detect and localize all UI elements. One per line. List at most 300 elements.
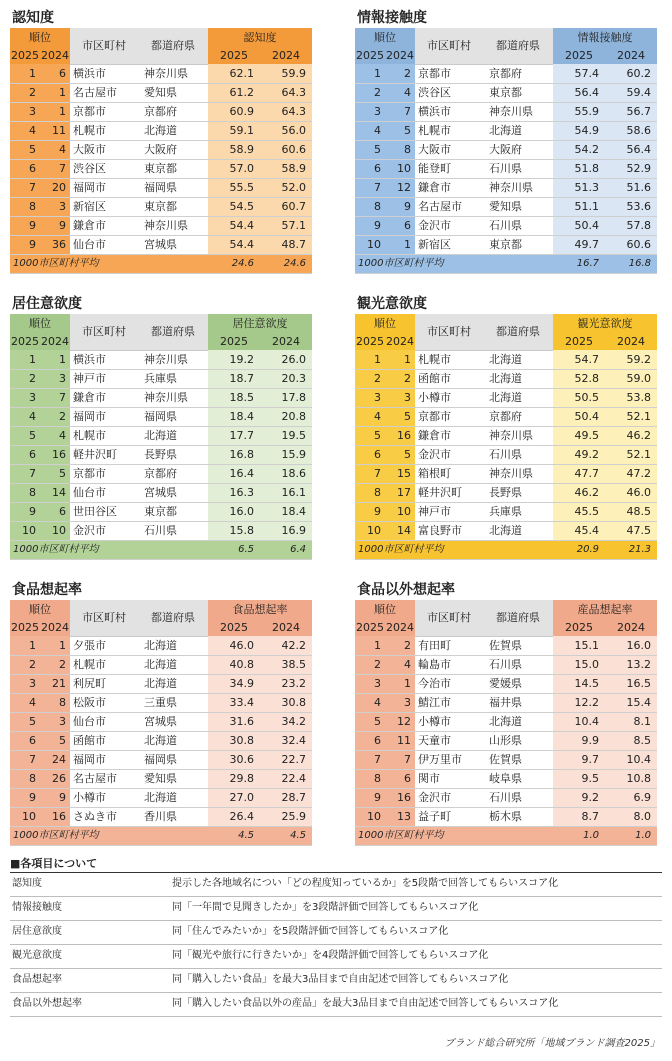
rank-2024: 1 bbox=[40, 636, 70, 655]
ranking-table bbox=[10, 28, 312, 274]
table-row bbox=[355, 102, 657, 121]
header-city: 市区町村 bbox=[415, 314, 483, 350]
city-name: 小樽市 bbox=[415, 388, 483, 407]
rank-2025: 8 bbox=[355, 769, 385, 788]
city-name: 京都市 bbox=[70, 464, 138, 483]
average-value-2025: 24.6 bbox=[208, 254, 260, 273]
table-row bbox=[10, 407, 312, 426]
average-value-2025: 1.0 bbox=[553, 826, 605, 845]
value-2024: 20.8 bbox=[260, 407, 312, 426]
prefecture: 東京都 bbox=[483, 83, 553, 102]
rank-2024: 1 bbox=[385, 235, 415, 254]
rank-2025: 2 bbox=[355, 83, 385, 102]
average-row bbox=[10, 254, 312, 273]
value-2025: 49.2 bbox=[553, 445, 605, 464]
average-value-2025: 6.5 bbox=[208, 540, 260, 559]
header-value-2025: 2025 bbox=[208, 332, 260, 350]
value-2025: 47.7 bbox=[553, 464, 605, 483]
rank-2025: 10 bbox=[355, 807, 385, 826]
table-row bbox=[10, 521, 312, 540]
value-2024: 48.7 bbox=[260, 235, 312, 254]
city-name: 富良野市 bbox=[415, 521, 483, 540]
prefecture: 東京都 bbox=[138, 197, 208, 216]
note-item-name: 食品以外想起率 bbox=[12, 998, 82, 1009]
average-value-2025: 20.9 bbox=[553, 540, 605, 559]
header-rank-2024: 2024 bbox=[40, 332, 70, 350]
header-rank: 順位 bbox=[10, 314, 70, 332]
table-row bbox=[10, 502, 312, 521]
value-2025: 56.4 bbox=[553, 83, 605, 102]
rank-2025: 3 bbox=[355, 102, 385, 121]
rank-2024: 4 bbox=[40, 426, 70, 445]
table-row bbox=[10, 636, 312, 655]
prefecture: 愛知県 bbox=[138, 769, 208, 788]
header-value-2024: 2024 bbox=[260, 618, 312, 636]
rank-2024: 9 bbox=[40, 788, 70, 807]
rank-2024: 7 bbox=[385, 102, 415, 121]
value-2024: 8.5 bbox=[605, 731, 657, 750]
header-city: 市区町村 bbox=[415, 600, 483, 636]
rank-2024: 15 bbox=[385, 464, 415, 483]
table-row bbox=[10, 426, 312, 445]
value-2024: 13.2 bbox=[605, 655, 657, 674]
city-name: 名古屋市 bbox=[70, 769, 138, 788]
header-row bbox=[355, 28, 657, 46]
rank-2024: 16 bbox=[385, 788, 415, 807]
value-2025: 30.8 bbox=[208, 731, 260, 750]
value-2025: 16.0 bbox=[208, 502, 260, 521]
city-name: 益子町 bbox=[415, 807, 483, 826]
table-row bbox=[10, 445, 312, 464]
value-2024: 57.8 bbox=[605, 216, 657, 235]
value-2025: 54.9 bbox=[553, 121, 605, 140]
prefecture: 北海道 bbox=[138, 121, 208, 140]
table-row bbox=[10, 159, 312, 178]
average-label: 1000市区町村平均 bbox=[10, 826, 208, 845]
block-title: 情報接触度 bbox=[357, 10, 427, 26]
rank-2025: 4 bbox=[355, 121, 385, 140]
block-title: 食品以外想起率 bbox=[357, 582, 455, 598]
city-name: 渋谷区 bbox=[415, 83, 483, 102]
prefecture: 岐阜県 bbox=[483, 769, 553, 788]
value-2024: 34.2 bbox=[260, 712, 312, 731]
ranking-block-kanko bbox=[355, 294, 657, 560]
prefecture: 神奈川県 bbox=[138, 350, 208, 369]
rank-2024: 2 bbox=[385, 369, 415, 388]
table-row bbox=[10, 483, 312, 502]
prefecture: 北海道 bbox=[138, 731, 208, 750]
prefecture: 大阪府 bbox=[138, 140, 208, 159]
city-name: 松阪市 bbox=[70, 693, 138, 712]
prefecture: 長野県 bbox=[483, 483, 553, 502]
value-2025: 17.7 bbox=[208, 426, 260, 445]
source-credit: ブランド総合研究所「地域ブランド調査2025」 bbox=[444, 1038, 660, 1049]
city-name: 鎌倉市 bbox=[415, 178, 483, 197]
prefecture: 神奈川県 bbox=[483, 178, 553, 197]
city-name: 福岡市 bbox=[70, 750, 138, 769]
value-2025: 50.5 bbox=[553, 388, 605, 407]
table-row bbox=[355, 502, 657, 521]
prefecture: 栃木県 bbox=[483, 807, 553, 826]
city-name: 鯖江市 bbox=[415, 693, 483, 712]
rank-2025: 2 bbox=[355, 655, 385, 674]
value-2025: 52.8 bbox=[553, 369, 605, 388]
ranking-table bbox=[355, 314, 657, 560]
value-2024: 18.4 bbox=[260, 502, 312, 521]
city-name: 横浜市 bbox=[415, 102, 483, 121]
table-row bbox=[355, 83, 657, 102]
table-row bbox=[10, 64, 312, 83]
table-row bbox=[10, 216, 312, 235]
rank-2025: 1 bbox=[10, 636, 40, 655]
rank-2024: 3 bbox=[40, 712, 70, 731]
rank-2024: 1 bbox=[40, 350, 70, 369]
value-2025: 61.2 bbox=[208, 83, 260, 102]
value-2025: 18.5 bbox=[208, 388, 260, 407]
rank-2025: 3 bbox=[355, 674, 385, 693]
value-2024: 57.1 bbox=[260, 216, 312, 235]
city-name: 渋谷区 bbox=[70, 159, 138, 178]
table-row bbox=[10, 769, 312, 788]
prefecture: 福岡県 bbox=[138, 178, 208, 197]
rank-2024: 6 bbox=[385, 769, 415, 788]
header-city: 市区町村 bbox=[70, 600, 138, 636]
table-row bbox=[355, 807, 657, 826]
value-2024: 16.5 bbox=[605, 674, 657, 693]
block-title: 居住意欲度 bbox=[12, 296, 82, 312]
header-rank-2024: 2024 bbox=[40, 618, 70, 636]
city-name: 小樽市 bbox=[70, 788, 138, 807]
header-rank-2025: 2025 bbox=[10, 332, 40, 350]
rank-2024: 8 bbox=[40, 693, 70, 712]
prefecture: 大阪府 bbox=[483, 140, 553, 159]
rank-2025: 6 bbox=[10, 159, 40, 178]
rank-2025: 10 bbox=[355, 235, 385, 254]
rank-2024: 10 bbox=[40, 521, 70, 540]
rank-2024: 11 bbox=[385, 731, 415, 750]
header-metric: 食品想起率 bbox=[208, 600, 312, 618]
value-2025: 10.4 bbox=[553, 712, 605, 731]
value-2025: 9.5 bbox=[553, 769, 605, 788]
table-row bbox=[10, 178, 312, 197]
value-2025: 46.0 bbox=[208, 636, 260, 655]
header-pref: 都道府県 bbox=[138, 314, 208, 350]
table-row bbox=[355, 674, 657, 693]
header-row bbox=[355, 314, 657, 332]
note-item-name: 認知度 bbox=[12, 878, 42, 889]
note-row bbox=[10, 872, 662, 897]
header-value-2025: 2025 bbox=[553, 332, 605, 350]
city-name: 京都市 bbox=[415, 407, 483, 426]
rank-2025: 2 bbox=[355, 369, 385, 388]
rank-2025: 1 bbox=[355, 636, 385, 655]
note-item-description: 提示した各地域名につい「どの程度知っているか」を5段階で回答してもらいスコア化 bbox=[172, 878, 559, 889]
table-row bbox=[355, 121, 657, 140]
table-row bbox=[355, 178, 657, 197]
city-name: 伊万里市 bbox=[415, 750, 483, 769]
table-row bbox=[10, 750, 312, 769]
header-row bbox=[10, 600, 312, 618]
table-row bbox=[355, 483, 657, 502]
table-row bbox=[10, 674, 312, 693]
prefecture: 兵庫県 bbox=[483, 502, 553, 521]
rank-2024: 7 bbox=[40, 388, 70, 407]
header-row bbox=[10, 314, 312, 332]
value-2025: 58.9 bbox=[208, 140, 260, 159]
city-name: 天童市 bbox=[415, 731, 483, 750]
rank-2025: 9 bbox=[10, 235, 40, 254]
city-name: 金沢市 bbox=[415, 445, 483, 464]
value-2024: 32.4 bbox=[260, 731, 312, 750]
rank-2025: 5 bbox=[10, 712, 40, 731]
table-row bbox=[355, 64, 657, 83]
prefecture: 北海道 bbox=[483, 369, 553, 388]
prefecture: 香川県 bbox=[138, 807, 208, 826]
table-row bbox=[355, 369, 657, 388]
value-2025: 31.6 bbox=[208, 712, 260, 731]
value-2025: 9.7 bbox=[553, 750, 605, 769]
rank-2024: 8 bbox=[385, 140, 415, 159]
rank-2025: 9 bbox=[355, 502, 385, 521]
rank-2025: 8 bbox=[355, 483, 385, 502]
value-2025: 34.9 bbox=[208, 674, 260, 693]
value-2025: 50.4 bbox=[553, 407, 605, 426]
prefecture: 宮城県 bbox=[138, 712, 208, 731]
value-2025: 15.1 bbox=[553, 636, 605, 655]
rank-2025: 7 bbox=[355, 464, 385, 483]
rank-2025: 6 bbox=[10, 445, 40, 464]
value-2025: 9.9 bbox=[553, 731, 605, 750]
table-row bbox=[355, 235, 657, 254]
value-2025: 55.9 bbox=[553, 102, 605, 121]
value-2025: 54.4 bbox=[208, 216, 260, 235]
city-name: 新宿区 bbox=[70, 197, 138, 216]
value-2025: 45.5 bbox=[553, 502, 605, 521]
header-pref: 都道府県 bbox=[138, 600, 208, 636]
header-rank-2024: 2024 bbox=[385, 46, 415, 64]
city-name: 金沢市 bbox=[70, 521, 138, 540]
rank-2024: 5 bbox=[40, 731, 70, 750]
prefecture: 北海道 bbox=[138, 426, 208, 445]
city-name: 札幌市 bbox=[415, 350, 483, 369]
table-row bbox=[355, 140, 657, 159]
rank-2024: 16 bbox=[385, 426, 415, 445]
value-2024: 15.9 bbox=[260, 445, 312, 464]
rank-2025: 6 bbox=[355, 731, 385, 750]
table-row bbox=[355, 750, 657, 769]
value-2024: 38.5 bbox=[260, 655, 312, 674]
city-name: 鎌倉市 bbox=[70, 216, 138, 235]
rank-2024: 4 bbox=[385, 83, 415, 102]
prefecture: 北海道 bbox=[483, 388, 553, 407]
rank-2025: 10 bbox=[10, 521, 40, 540]
value-2024: 16.0 bbox=[605, 636, 657, 655]
average-value-2024: 4.5 bbox=[260, 826, 312, 845]
value-2025: 16.8 bbox=[208, 445, 260, 464]
value-2024: 60.7 bbox=[260, 197, 312, 216]
header-metric: 観光意欲度 bbox=[553, 314, 657, 332]
average-value-2024: 16.8 bbox=[605, 254, 657, 273]
rank-2025: 8 bbox=[10, 769, 40, 788]
value-2025: 49.7 bbox=[553, 235, 605, 254]
rank-2025: 9 bbox=[355, 788, 385, 807]
rank-2024: 36 bbox=[40, 235, 70, 254]
value-2024: 59.9 bbox=[260, 64, 312, 83]
city-name: 金沢市 bbox=[415, 216, 483, 235]
average-row bbox=[10, 826, 312, 845]
header-rank-2025: 2025 bbox=[10, 46, 40, 64]
average-row bbox=[355, 540, 657, 559]
value-2024: 64.3 bbox=[260, 83, 312, 102]
ranking-block-shokuhin bbox=[10, 580, 312, 846]
rank-2025: 2 bbox=[10, 369, 40, 388]
value-2024: 53.6 bbox=[605, 197, 657, 216]
header-pref: 都道府県 bbox=[138, 28, 208, 64]
prefecture: 山形県 bbox=[483, 731, 553, 750]
header-value-2024: 2024 bbox=[260, 46, 312, 64]
city-name: 名古屋市 bbox=[70, 83, 138, 102]
prefecture: 宮城県 bbox=[138, 235, 208, 254]
prefecture: 宮城県 bbox=[138, 483, 208, 502]
table-row bbox=[355, 426, 657, 445]
rank-2024: 9 bbox=[40, 216, 70, 235]
table-row bbox=[355, 388, 657, 407]
value-2024: 56.7 bbox=[605, 102, 657, 121]
header-value-2024: 2024 bbox=[605, 332, 657, 350]
city-name: 仙台市 bbox=[70, 483, 138, 502]
header-rank-2025: 2025 bbox=[10, 618, 40, 636]
table-row bbox=[355, 788, 657, 807]
rank-2025: 7 bbox=[10, 750, 40, 769]
rank-2025: 3 bbox=[10, 388, 40, 407]
header-metric: 産品想起率 bbox=[553, 600, 657, 618]
note-row bbox=[10, 921, 662, 945]
table-row bbox=[10, 369, 312, 388]
value-2025: 57.4 bbox=[553, 64, 605, 83]
value-2024: 20.3 bbox=[260, 369, 312, 388]
notes-list bbox=[10, 872, 662, 1017]
prefecture: 石川県 bbox=[483, 655, 553, 674]
note-item-description: 同「一年間で見聞きしたか」を3段階評価で回答してもらいスコア化 bbox=[172, 902, 479, 913]
rank-2024: 24 bbox=[40, 750, 70, 769]
city-name: 大阪市 bbox=[70, 140, 138, 159]
value-2025: 27.0 bbox=[208, 788, 260, 807]
rank-2025: 5 bbox=[355, 140, 385, 159]
table-row bbox=[10, 197, 312, 216]
header-city: 市区町村 bbox=[70, 28, 138, 64]
rank-2025: 4 bbox=[355, 407, 385, 426]
prefecture: 福岡県 bbox=[138, 750, 208, 769]
table-row bbox=[10, 731, 312, 750]
ranking-table bbox=[10, 314, 312, 560]
header-rank: 順位 bbox=[355, 314, 415, 332]
prefecture: 長野県 bbox=[138, 445, 208, 464]
prefecture: 神奈川県 bbox=[483, 102, 553, 121]
prefecture: 石川県 bbox=[483, 216, 553, 235]
city-name: 横浜市 bbox=[70, 64, 138, 83]
notes-section bbox=[10, 856, 662, 1017]
rank-2024: 7 bbox=[40, 159, 70, 178]
table-row bbox=[10, 712, 312, 731]
value-2024: 16.1 bbox=[260, 483, 312, 502]
rank-2025: 6 bbox=[355, 445, 385, 464]
ranking-table bbox=[355, 28, 657, 274]
value-2024: 18.6 bbox=[260, 464, 312, 483]
rank-2024: 5 bbox=[385, 445, 415, 464]
table-row bbox=[355, 636, 657, 655]
value-2024: 58.9 bbox=[260, 159, 312, 178]
rank-2024: 16 bbox=[40, 807, 70, 826]
value-2024: 46.2 bbox=[605, 426, 657, 445]
city-name: 金沢市 bbox=[415, 788, 483, 807]
city-name: 世田谷区 bbox=[70, 502, 138, 521]
city-name: 札幌市 bbox=[70, 655, 138, 674]
rank-2025: 9 bbox=[10, 788, 40, 807]
rank-2025: 4 bbox=[10, 693, 40, 712]
value-2024: 10.4 bbox=[605, 750, 657, 769]
rank-2025: 5 bbox=[355, 712, 385, 731]
city-name: 軽井沢町 bbox=[415, 483, 483, 502]
header-pref: 都道府県 bbox=[483, 28, 553, 64]
city-name: 小樽市 bbox=[415, 712, 483, 731]
city-name: 仙台市 bbox=[70, 712, 138, 731]
rank-2025: 7 bbox=[355, 750, 385, 769]
rank-2024: 20 bbox=[40, 178, 70, 197]
rank-2024: 12 bbox=[385, 712, 415, 731]
city-name: 箱根町 bbox=[415, 464, 483, 483]
table-row bbox=[355, 464, 657, 483]
prefecture: 石川県 bbox=[138, 521, 208, 540]
value-2024: 53.8 bbox=[605, 388, 657, 407]
value-2025: 18.7 bbox=[208, 369, 260, 388]
rank-2025: 8 bbox=[10, 197, 40, 216]
value-2024: 48.5 bbox=[605, 502, 657, 521]
city-name: 能登町 bbox=[415, 159, 483, 178]
value-2024: 10.8 bbox=[605, 769, 657, 788]
rank-2024: 1 bbox=[40, 102, 70, 121]
note-row bbox=[10, 993, 662, 1017]
header-pref: 都道府県 bbox=[483, 600, 553, 636]
header-rank: 順位 bbox=[10, 600, 70, 618]
value-2024: 59.4 bbox=[605, 83, 657, 102]
value-2025: 30.6 bbox=[208, 750, 260, 769]
value-2024: 51.6 bbox=[605, 178, 657, 197]
prefecture: 神奈川県 bbox=[483, 426, 553, 445]
rank-2025: 5 bbox=[355, 426, 385, 445]
header-rank-2025: 2025 bbox=[355, 46, 385, 64]
value-2024: 19.5 bbox=[260, 426, 312, 445]
prefecture: 福岡県 bbox=[138, 407, 208, 426]
rank-2025: 8 bbox=[10, 483, 40, 502]
city-name: 有田町 bbox=[415, 636, 483, 655]
rank-2025: 9 bbox=[10, 216, 40, 235]
value-2025: 54.4 bbox=[208, 235, 260, 254]
average-value-2025: 4.5 bbox=[208, 826, 260, 845]
rank-2025: 7 bbox=[10, 178, 40, 197]
value-2024: 56.0 bbox=[260, 121, 312, 140]
prefecture: 佐賀県 bbox=[483, 636, 553, 655]
rank-2025: 9 bbox=[10, 502, 40, 521]
city-name: 輪島市 bbox=[415, 655, 483, 674]
header-rank-2025: 2025 bbox=[355, 618, 385, 636]
rank-2024: 5 bbox=[40, 464, 70, 483]
rank-2025: 1 bbox=[10, 64, 40, 83]
header-value-2025: 2025 bbox=[553, 618, 605, 636]
prefecture: 北海道 bbox=[483, 350, 553, 369]
prefecture: 北海道 bbox=[483, 521, 553, 540]
value-2025: 51.1 bbox=[553, 197, 605, 216]
rank-2025: 2 bbox=[10, 655, 40, 674]
